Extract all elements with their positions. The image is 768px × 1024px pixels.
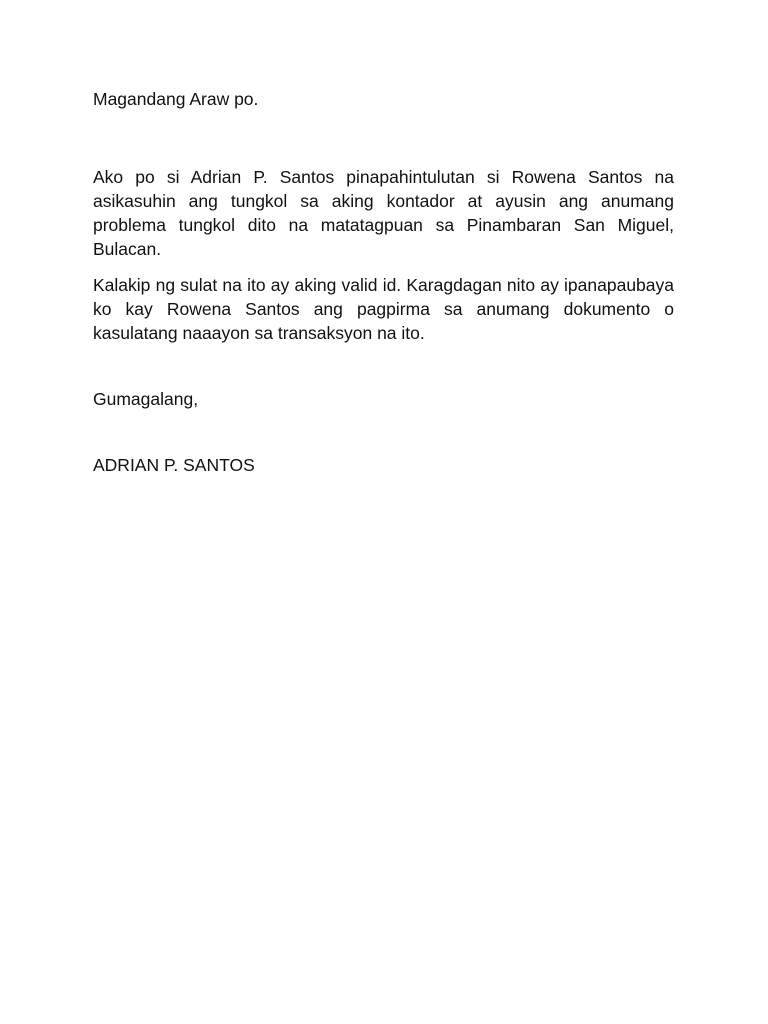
letter-signature: ADRIAN P. SANTOS [93,455,255,475]
letter-paragraph-1: Ako po si Adrian P. Santos pinapahintulutan si Rowena Santos na asikasuhin ang tungkol sa aking kontador at ayusin ang anumang problema tungkol dito na matatagpuan sa Pinambaran San Miguel, Bulacan. [93,167,674,259]
letter-page [93,87,674,477]
letter-paragraph-2: Kalakip ng sulat na ito ay aking valid id. Karagdagan nito ay ipanapaubaya ko kay Rowena Santos ang pagpirma sa anumang dokumento o kasulatang naaayon sa transaksyon na ito. [93,275,674,343]
letter-greeting: Magandang Araw po. [93,89,259,109]
letter-closing: Gumagalang, [93,389,199,409]
